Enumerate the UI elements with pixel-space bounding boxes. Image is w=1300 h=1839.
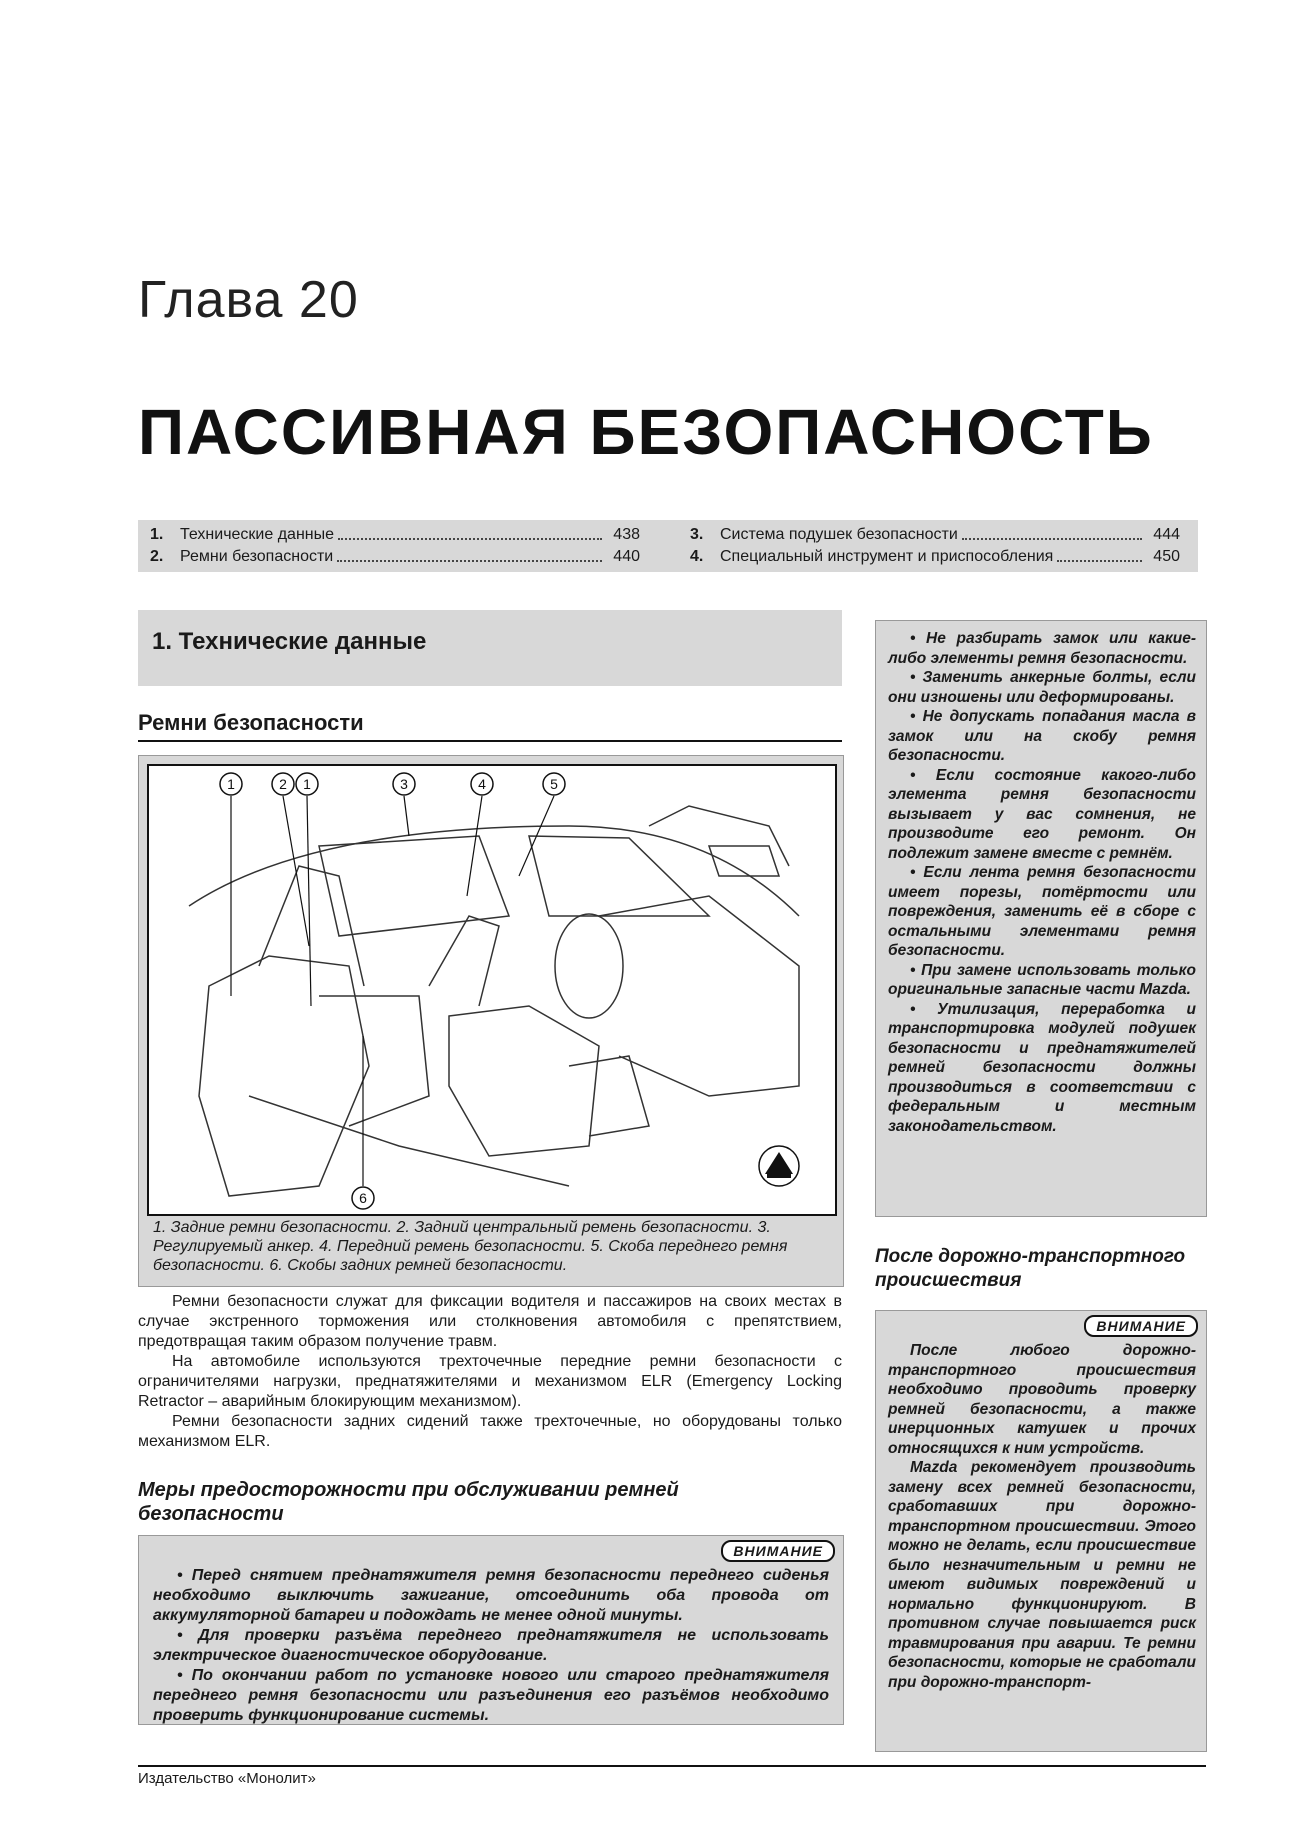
toc-item-number: 1. <box>150 526 164 543</box>
chapter-number: Глава 20 <box>138 271 359 329</box>
warning-content <box>153 1566 829 1726</box>
after-accident-warning-box <box>875 1310 1207 1752</box>
toc-item[interactable] <box>690 524 1180 546</box>
toc-item-title: Технические данные <box>180 526 335 543</box>
car-interior-drawing <box>149 766 835 1214</box>
side-item: • При замене использовать только оригинальные запасные части Mazda. <box>888 961 1196 998</box>
footer-divider <box>138 1765 1206 1767</box>
toc-item-title: Ремни безопасности <box>180 548 334 565</box>
warning-box <box>138 1535 844 1725</box>
paragraph: Ремни безопасности служат для фиксации водителя и пассажиров на своих местах в случае экстренного торможения или столкновения автомобиля с препятствием, предотвращая таким образом получение травм. <box>138 1293 842 1350</box>
toc-item-page: 440 <box>613 548 640 565</box>
callout-number: 6 <box>359 1190 367 1206</box>
toc-item-number: 2. <box>150 548 164 565</box>
toc-item-title: Система подушек безопасности <box>720 526 958 543</box>
body-text <box>138 1292 842 1452</box>
paragraph: На автомобиле используются трехточечные передние ремни безопасности с ограничителями нагрузки, преднатяжителями и механизмом ELR (Emergency Locking Retractor – аварийным блокирующим механизмом). <box>138 1353 842 1410</box>
toc-item-page: 438 <box>613 526 640 543</box>
toc-item-number: 3. <box>690 526 704 543</box>
side-item: • Утилизация, переработка и транспортировка модулей подушек безопасности и преднатяжителей ремней безопасности должны производиться в соответствии с федеральным и местным законодательством. <box>888 1000 1196 1135</box>
interior-illustration <box>147 764 837 1216</box>
side-item: • Если лента ремня безопасности имеет порезы, потёртости или повреждения, заменить её в сборе с остальными элементами ремня безопасности. <box>888 864 1196 959</box>
side-item: • Заменить анкерные болты, если они изношены или деформированы. <box>888 669 1196 706</box>
side-item: • Не допускать попадания масла в замок или на скобу ремня безопасности. <box>888 708 1196 764</box>
side-item: • Если состояние какого-либо элемента ремня безопасности вызывает у вас сомнения, не производите его ремонт. Он подлежит замене вместе с ремнём. <box>888 766 1196 862</box>
toc-item[interactable] <box>150 524 640 546</box>
toc-item-number: 4. <box>690 548 704 565</box>
paragraph: После любого дорожно-транспортного происшествия необходимо проводить проверку ремней безопасности, а также инерционных катушек и прочих относящихся к ним устройств. <box>888 1342 1196 1457</box>
precautions-title: Меры предосторожности при обслуживании ремней безопасности <box>138 1479 679 1525</box>
callout-number: 2 <box>279 776 287 792</box>
toc-item[interactable] <box>690 546 1180 568</box>
side-item: • Не разбирать замок или какие-либо элементы ремня безопасности. <box>888 630 1196 667</box>
chapter-title: ПАССИВНАЯ БЕЗОПАСНОСТЬ <box>138 396 1154 468</box>
paragraph: Mazda рекомендует производить замену всех ремней безопасности, сработавших при дорожно-транспортном происшествии. Этого можно не делать, если происшествие было незначительным и ремни не имеют видимых повреждений и нормально функционируют. В противном случае повышается риск травмирования при аварии. Те ремни безопасности, которые не сработали при дорожно-транспорт- <box>888 1459 1196 1691</box>
callout-number: 5 <box>550 776 558 792</box>
warning-label: ВНИМАНИЕ <box>1084 1315 1198 1337</box>
toc-item-page: 444 <box>1153 526 1180 543</box>
toc-item[interactable] <box>150 546 640 568</box>
callout-number: 1 <box>227 776 235 792</box>
warning-item: • По окончании работ по установке нового или старого преднатяжителя переднего ремня безопасности или разъединения его разъёмов необходимо проверить функционирование системы. <box>153 1667 829 1724</box>
callout-number: 1 <box>303 776 311 792</box>
table-of-contents <box>138 520 1198 572</box>
after-accident-content <box>888 1341 1196 1692</box>
toc-item-title: Специальный инструмент и приспособления <box>720 548 1054 565</box>
section-title: 1. Технические данные <box>152 628 427 655</box>
after-accident-heading: После дорожно-транспортного происшествия <box>875 1246 1186 1291</box>
side-precautions-content <box>888 629 1196 1136</box>
section-header <box>138 610 842 686</box>
warning-item: • Перед снятием преднатяжителя ремня безопасности переднего сиденья необходимо выключить зажигание, отсоединить оба провода от аккумуляторной батареи и подождать не менее одной минуты. <box>153 1567 829 1624</box>
warning-label: ВНИМАНИЕ <box>721 1540 835 1562</box>
callout-number: 3 <box>400 776 408 792</box>
paragraph: Ремни безопасности задних сидений также трехточечные, но оборудованы только механизмом ELR. <box>138 1413 842 1450</box>
figure-box <box>138 755 844 1287</box>
warning-item: • Для проверки разъёма переднего преднатяжителя не использовать электрическое диагностическое оборудование. <box>153 1627 829 1664</box>
toc-item-page: 450 <box>1153 548 1180 565</box>
footer-publisher: Издательство «Монолит» <box>138 1770 316 1787</box>
publisher-logo-icon <box>759 1146 799 1186</box>
subsection-title: Ремни безопасности <box>138 710 842 742</box>
figure-caption: 1. Задние ремни безопасности. 2. Задний центральный ремень безопасности. 3. Регулируемый анкер. 4. Передний ремень безопасности. 5. Скоба переднего ремня безопасности. 6. Скобы задних ремней безопасности. <box>153 1219 788 1274</box>
callout-number: 4 <box>478 776 486 792</box>
side-precautions-box <box>875 620 1207 1217</box>
